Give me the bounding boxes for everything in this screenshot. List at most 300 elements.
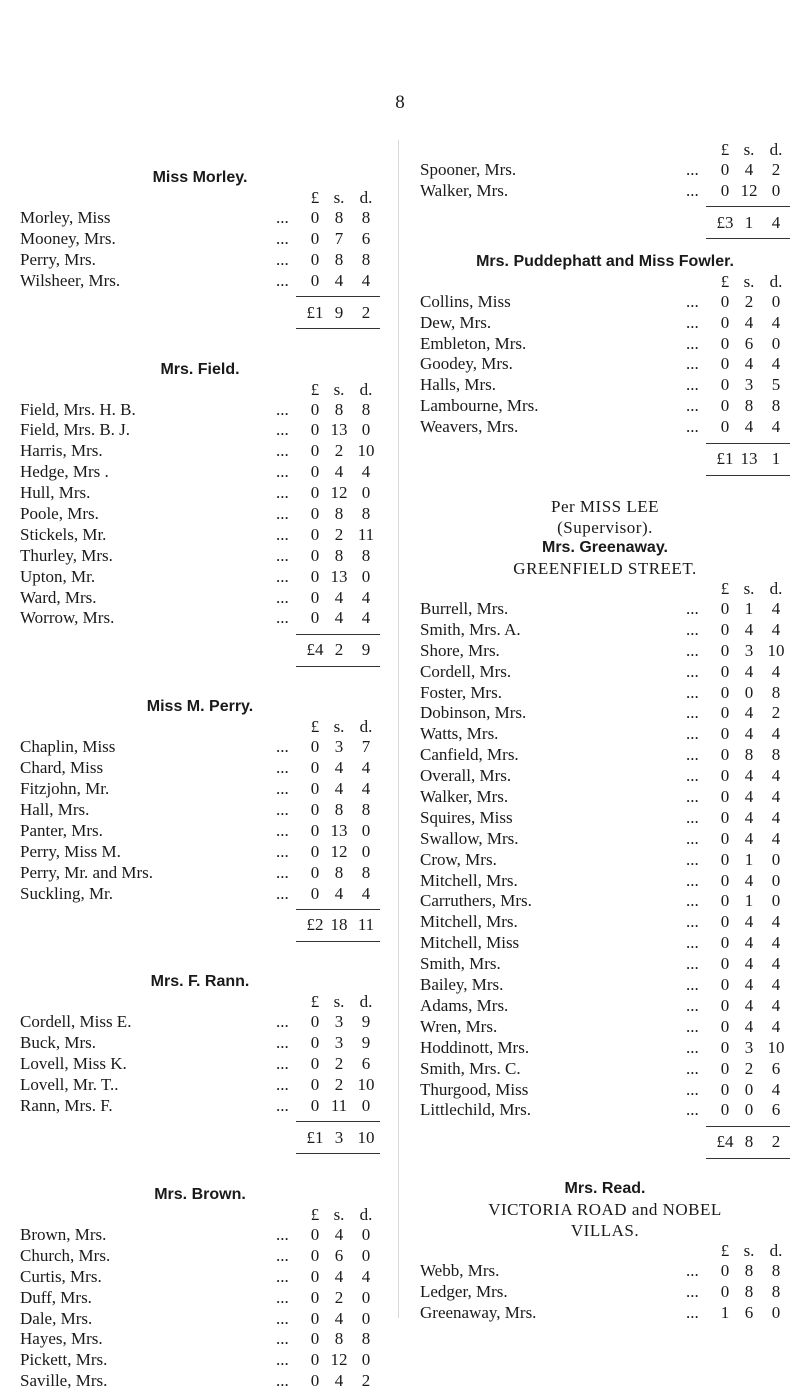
list-item	[420, 724, 790, 745]
pounds-value: 0	[310, 524, 320, 544]
pounds-value: 0	[310, 608, 320, 628]
shillings-value: 2	[334, 441, 344, 461]
contributor-name: Bailey, Mrs.	[420, 975, 504, 995]
contributor-name: Perry, Miss M.	[20, 841, 121, 861]
contributor-name: Ledger, Mrs.	[420, 1282, 508, 1302]
pounds-value: 0	[310, 208, 320, 227]
pounds-value: 0	[310, 841, 320, 861]
total-rule	[20, 1117, 380, 1127]
amount	[304, 441, 380, 462]
leader-dots: ...	[276, 270, 289, 290]
list-item	[20, 525, 380, 546]
list-item	[20, 779, 380, 800]
shillings-value: 4	[744, 954, 754, 974]
list-item	[420, 1303, 790, 1324]
section-total	[20, 302, 380, 324]
list-item	[20, 1267, 380, 1288]
amount	[304, 821, 380, 842]
amount	[714, 808, 790, 829]
list-item	[420, 599, 790, 620]
pounds-value: 0	[720, 787, 730, 807]
shillings-value: 2	[334, 1075, 344, 1095]
amount	[714, 1131, 790, 1153]
amount	[304, 1033, 380, 1054]
list-item	[20, 1054, 380, 1075]
pence-value: 4	[361, 779, 371, 799]
leader-dots: ...	[686, 1261, 699, 1281]
pence-value: 9	[361, 1012, 371, 1032]
pounds-value: 0	[310, 1329, 320, 1349]
page-number: 8	[395, 92, 405, 113]
contributor-name: Foster, Mrs.	[420, 682, 502, 702]
amount	[304, 884, 380, 905]
contributor-name: Mitchell, Mrs.	[420, 870, 518, 890]
contributor-name: Halls, Mrs.	[420, 375, 497, 395]
shillings-value: 4	[334, 1224, 344, 1244]
currency-header-cells	[304, 992, 380, 1012]
shillings-value: 8	[334, 249, 344, 269]
list-item	[20, 863, 380, 884]
pounds-value: 0	[720, 375, 730, 395]
pence-value: 4	[771, 724, 781, 744]
amount	[714, 745, 790, 766]
pence-value: 0	[771, 291, 781, 311]
pounds-value: 0	[310, 228, 320, 248]
pence-value: 8	[361, 800, 371, 820]
pounds-value: 0	[720, 954, 730, 974]
currency-pence-label: d.	[769, 271, 783, 291]
amount	[714, 829, 790, 850]
list-item	[20, 1033, 380, 1054]
total-rule-bottom	[20, 1149, 380, 1159]
list-item	[420, 620, 790, 641]
currency-pounds-label: £	[310, 717, 320, 737]
currency-header	[420, 272, 790, 292]
pence-value: 4	[361, 1266, 371, 1286]
list-item	[420, 1080, 790, 1101]
currency-shillings-label: s.	[333, 992, 345, 1012]
amount	[714, 662, 790, 683]
leader-dots: ...	[686, 599, 699, 619]
contributor-name: Poole, Mrs.	[20, 504, 99, 524]
leader-dots: ...	[686, 291, 699, 311]
contributor-name: Dale, Mrs.	[20, 1308, 93, 1328]
amount	[714, 334, 790, 355]
pence-value: 4	[771, 995, 781, 1015]
section-title: Mrs. Read.	[564, 1180, 646, 1198]
pounds-value: 0	[310, 883, 320, 903]
amount	[714, 160, 790, 181]
amount	[714, 354, 790, 375]
pounds-value: £4	[306, 640, 324, 660]
list-item	[420, 871, 790, 892]
leader-dots: ...	[276, 1054, 289, 1074]
pounds-value: 0	[310, 1012, 320, 1032]
pence-value: 0	[361, 1245, 371, 1265]
leader-dots: ...	[276, 462, 289, 482]
contributor-name: Smith, Mrs. C.	[420, 1058, 521, 1078]
amount	[714, 396, 790, 417]
contributor-name: Goodey, Mrs.	[420, 354, 513, 374]
currency-shillings-label: s.	[333, 1204, 345, 1224]
list-item	[20, 1309, 380, 1330]
leader-dots: ...	[276, 524, 289, 544]
pounds-value: 0	[720, 354, 730, 374]
pounds-value: 0	[720, 333, 730, 353]
amount	[714, 620, 790, 641]
list-item	[420, 850, 790, 871]
shillings-value: 13	[330, 420, 348, 440]
amount	[714, 1282, 790, 1303]
pounds-value: 0	[310, 1054, 320, 1074]
list-item	[20, 1329, 380, 1350]
pence-value: 4	[771, 417, 781, 437]
leader-dots: ...	[276, 758, 289, 778]
total-rule	[420, 202, 790, 212]
shillings-value: 4	[744, 828, 754, 848]
pounds-value: 0	[720, 807, 730, 827]
shillings-value: 0	[744, 1079, 754, 1099]
pence-value: 4	[771, 1079, 781, 1099]
contributor-name: Upton, Mr.	[20, 566, 96, 586]
pence-value: 11	[357, 524, 375, 544]
pence-value: 10	[767, 1037, 785, 1057]
contributor-name: Spooner, Mrs.	[420, 160, 517, 179]
contributor-name: Mooney, Mrs.	[20, 228, 116, 248]
shillings-value: 4	[334, 758, 344, 778]
amount	[304, 1012, 380, 1033]
pounds-value: 0	[720, 291, 730, 311]
shillings-value: 4	[744, 417, 754, 437]
total-rule-bottom	[20, 936, 380, 946]
currency-shillings-label: s.	[333, 188, 345, 207]
amount	[304, 271, 380, 292]
pounds-value: £1	[306, 302, 324, 322]
list-item	[420, 703, 790, 724]
pounds-value: 0	[720, 417, 730, 437]
pounds-value: 0	[720, 766, 730, 786]
leader-dots: ...	[686, 975, 699, 995]
currency-pounds-label: £	[310, 992, 320, 1012]
pounds-value: 0	[310, 1350, 320, 1370]
pence-value: 4	[771, 787, 781, 807]
pence-value: 6	[361, 1054, 371, 1074]
leader-dots: ...	[686, 375, 699, 395]
list-item	[20, 1246, 380, 1267]
pence-value: 8	[771, 1282, 781, 1302]
amount	[714, 703, 790, 724]
pounds-value: 0	[720, 160, 730, 179]
amount	[714, 599, 790, 620]
leader-dots: ...	[276, 249, 289, 269]
pence-value: 4	[361, 608, 371, 628]
list-item	[420, 787, 790, 808]
pence-value: 6	[361, 228, 371, 248]
leader-dots: ...	[686, 870, 699, 890]
contributor-name: Walker, Mrs.	[420, 787, 509, 807]
shillings-value: 0	[744, 682, 754, 702]
list-item	[420, 417, 790, 438]
list-item	[20, 229, 380, 250]
leader-dots: ...	[276, 1075, 289, 1095]
contributor-name: Mitchell, Miss	[420, 933, 520, 953]
section-title: Mrs. Puddephatt and Miss Fowler.	[476, 252, 734, 270]
pounds-value: 0	[720, 682, 730, 702]
amount	[714, 1059, 790, 1080]
total-rule-bottom	[420, 234, 790, 244]
pence-value: 4	[771, 212, 781, 232]
shillings-value: 8	[744, 396, 754, 416]
contributor-name: Thurley, Mrs.	[20, 545, 113, 565]
contributor-name: Burrell, Mrs.	[420, 599, 509, 619]
amount	[304, 1054, 380, 1075]
list-item	[20, 1012, 380, 1033]
contributor-name: Ward, Mrs.	[20, 587, 97, 607]
pence-value: 4	[361, 270, 371, 290]
pence-value: 4	[771, 807, 781, 827]
pounds-value: 0	[720, 975, 730, 995]
amount	[304, 758, 380, 779]
pence-value: 0	[361, 566, 371, 586]
list-item	[20, 208, 380, 229]
currency-pounds-label: £	[310, 1204, 320, 1224]
shillings-value: 4	[744, 354, 754, 374]
pence-value: 8	[771, 396, 781, 416]
amount	[714, 724, 790, 745]
currency-header-cells	[714, 579, 790, 599]
pence-value: 0	[771, 870, 781, 890]
amount	[714, 1261, 790, 1282]
amount	[304, 525, 380, 546]
amount	[304, 250, 380, 271]
shillings-value: 4	[744, 703, 754, 723]
list-item	[420, 641, 790, 662]
pence-value: 4	[771, 933, 781, 953]
pence-value: 0	[771, 849, 781, 869]
pounds-value: 0	[310, 758, 320, 778]
pence-value: 2	[361, 1371, 371, 1391]
total-rule-bottom	[420, 1153, 790, 1163]
list-item	[420, 683, 790, 704]
list-item	[420, 766, 790, 787]
amount	[714, 766, 790, 787]
pence-value: 4	[361, 758, 371, 778]
section-subtitle: VICTORIA ROAD and NOBEL	[488, 1200, 722, 1220]
list-item	[420, 975, 790, 996]
list-item	[20, 1371, 380, 1392]
pence-value: 10	[357, 1127, 375, 1147]
contributor-name: Morley, Miss	[20, 208, 111, 227]
pence-value: 5	[771, 375, 781, 395]
section-total	[20, 1127, 380, 1149]
pounds-value: 0	[310, 587, 320, 607]
amount	[714, 1038, 790, 1059]
currency-pence-label: d.	[359, 379, 373, 399]
currency-pounds-label: £	[720, 140, 730, 159]
pounds-value: 0	[720, 661, 730, 681]
shillings-value: 12	[330, 841, 348, 861]
shillings-value: 4	[744, 933, 754, 953]
pence-value: 0	[361, 841, 371, 861]
pence-value: 7	[361, 737, 371, 757]
pounds-value: 1	[720, 1303, 730, 1323]
list-item	[20, 842, 380, 863]
list-item	[420, 292, 790, 313]
pounds-value: 0	[310, 800, 320, 820]
amount	[714, 850, 790, 871]
amount	[304, 483, 380, 504]
leader-dots: ...	[276, 1033, 289, 1053]
contributor-name: Fitzjohn, Mr.	[20, 779, 110, 799]
contributor-name: Lovell, Miss K.	[20, 1054, 127, 1074]
list-item	[20, 884, 380, 905]
contributor-name: Canfield, Mrs.	[420, 745, 519, 765]
pence-value: 8	[771, 745, 781, 765]
column-divider	[398, 140, 399, 1318]
list-item	[20, 1075, 380, 1096]
contributor-name: Mitchell, Mrs.	[420, 912, 518, 932]
left-column	[20, 168, 380, 1392]
shillings-value: 4	[334, 462, 344, 482]
contributor-name: Chaplin, Miss	[20, 737, 116, 757]
contributor-name: Smith, Mrs.	[420, 954, 501, 974]
currency-header	[20, 717, 380, 737]
leader-dots: ...	[276, 587, 289, 607]
leader-dots: ...	[686, 1058, 699, 1078]
pounds-value: 0	[310, 1224, 320, 1244]
pounds-value: £1	[306, 1127, 324, 1147]
currency-pounds-label: £	[720, 579, 730, 599]
leader-dots: ...	[686, 787, 699, 807]
list-item	[20, 1350, 380, 1371]
contributor-name: Smith, Mrs. A.	[420, 619, 521, 639]
shillings-value: 8	[334, 208, 344, 227]
list-item	[420, 334, 790, 355]
shillings-value: 12	[330, 483, 348, 503]
pounds-value: 0	[310, 1096, 320, 1116]
contributor-name: Duff, Mrs.	[20, 1287, 92, 1307]
pounds-value: 0	[720, 891, 730, 911]
list-item	[420, 933, 790, 954]
leader-dots: ...	[276, 1012, 289, 1032]
leader-dots: ...	[686, 954, 699, 974]
pence-value: 8	[771, 1261, 781, 1281]
shillings-value: 6	[334, 1245, 344, 1265]
contributor-name: Perry, Mrs.	[20, 249, 96, 269]
amount	[304, 1225, 380, 1246]
leader-dots: ...	[686, 1016, 699, 1036]
amount	[304, 1096, 380, 1117]
leader-dots: ...	[686, 640, 699, 660]
shillings-value: 12	[330, 1350, 348, 1370]
pence-value: 4	[771, 312, 781, 332]
shillings-value: 4	[334, 587, 344, 607]
shillings-value: 4	[744, 1016, 754, 1036]
list-item	[20, 1225, 380, 1246]
list-item	[20, 250, 380, 271]
pounds-value: 0	[310, 1308, 320, 1328]
section-title: Miss Morley.	[152, 169, 248, 186]
currency-header-cells	[304, 1205, 380, 1225]
shillings-value: 2	[334, 1054, 344, 1074]
pence-value: 0	[771, 180, 781, 200]
currency-header-cells	[714, 140, 790, 160]
currency-pounds-label: £	[720, 1241, 730, 1261]
leader-dots: ...	[686, 1037, 699, 1057]
pounds-value: 0	[720, 1079, 730, 1099]
shillings-value: 2	[744, 291, 754, 311]
list-item	[420, 808, 790, 829]
contributor-name: Suckling, Mr.	[20, 883, 114, 903]
list-item	[420, 954, 790, 975]
supervisor-line: Per MISS LEE	[551, 497, 659, 517]
leader-dots: ...	[686, 180, 699, 200]
shillings-value: 1	[744, 891, 754, 911]
leader-dots: ...	[686, 1282, 699, 1302]
amount	[304, 208, 380, 229]
currency-pounds-label: £	[720, 271, 730, 291]
pence-value: 9	[361, 1033, 371, 1053]
shillings-value: 3	[334, 1033, 344, 1053]
contributor-name: Adams, Mrs.	[420, 995, 509, 1015]
pence-value: 0	[361, 1096, 371, 1116]
pounds-value: 0	[310, 399, 320, 419]
pence-value: 4	[771, 1016, 781, 1036]
amount	[714, 292, 790, 313]
currency-pence-label: d.	[769, 579, 783, 599]
leader-dots: ...	[276, 566, 289, 586]
leader-dots: ...	[276, 841, 289, 861]
shillings-value: 4	[744, 975, 754, 995]
amount	[304, 229, 380, 250]
pounds-value: 0	[720, 912, 730, 932]
contributor-name: Carruthers, Mrs.	[420, 891, 532, 911]
shillings-value: 3	[744, 640, 754, 660]
pounds-value: 0	[310, 820, 320, 840]
amount	[304, 1329, 380, 1350]
contributor-name: Overall, Mrs.	[420, 766, 512, 786]
currency-pence-label: d.	[769, 1241, 783, 1261]
shillings-value: 4	[744, 995, 754, 1015]
currency-header-cells	[304, 380, 380, 400]
contributor-name: Weavers, Mrs.	[420, 417, 519, 437]
shillings-value: 8	[334, 1329, 344, 1349]
pounds-value: 0	[310, 504, 320, 524]
contributor-name: Shore, Mrs.	[420, 640, 500, 660]
shillings-value: 6	[744, 333, 754, 353]
shillings-value: 7	[334, 228, 344, 248]
shillings-value: 8	[334, 504, 344, 524]
pounds-value: 0	[720, 1261, 730, 1281]
list-item	[20, 588, 380, 609]
pence-value: 4	[771, 766, 781, 786]
amount	[714, 787, 790, 808]
list-item	[20, 483, 380, 504]
leader-dots: ...	[686, 160, 699, 179]
shillings-value: 1	[744, 849, 754, 869]
list-item	[20, 400, 380, 421]
leader-dots: ...	[276, 545, 289, 565]
amount	[304, 1075, 380, 1096]
pounds-value: 0	[310, 249, 320, 269]
leader-dots: ...	[686, 354, 699, 374]
amount	[714, 954, 790, 975]
pence-value: 4	[771, 619, 781, 639]
section-title: Mrs. Greenaway.	[542, 539, 668, 557]
pounds-value: 0	[720, 1100, 730, 1120]
shillings-value: 13	[330, 566, 348, 586]
amount	[714, 448, 790, 470]
